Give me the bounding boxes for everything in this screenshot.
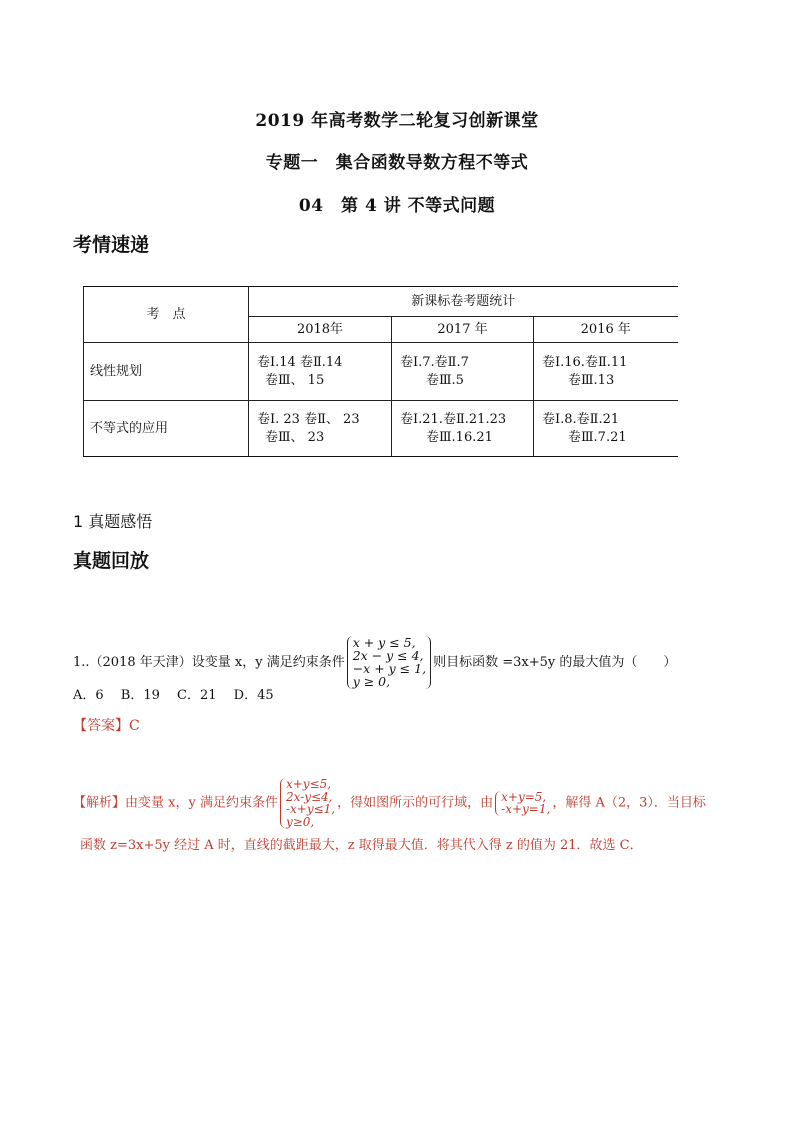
table-cell: 卷Ⅰ.14 卷Ⅱ.14 卷Ⅲ、 15	[249, 343, 392, 401]
table-cell: 卷Ⅰ.7.卷Ⅱ.7 卷Ⅲ.5	[392, 343, 534, 401]
table-row	[84, 343, 678, 401]
year-header: 2016 年	[534, 317, 678, 343]
doc-title: 2019 年高考数学二轮复习创新课堂	[255, 111, 539, 131]
year-header: 2018年	[249, 317, 392, 343]
row-label: 线性规划	[84, 343, 249, 401]
table-cell: 卷Ⅰ.16.卷Ⅱ.11 卷Ⅲ.13	[534, 343, 678, 401]
analysis-prefix: 【解析】由变量 x，y 满足约束条件	[73, 795, 278, 811]
question-1	[73, 636, 676, 689]
header-kaodian: 考 点	[84, 287, 249, 343]
section-heading-zhenti: 真题回放	[73, 550, 150, 572]
subheading-zhenti-ganwu: 1 真题感悟	[73, 512, 153, 531]
row-label: 不等式的应用	[84, 401, 249, 457]
constraint-system: x + y ≤ 5, 2x − y ≤ 4, −x + y ≤ 1, y ≥ 0,	[347, 636, 431, 689]
analysis-equation-system: x+y=5, -x+y=1,	[495, 791, 550, 816]
table-cell: 卷Ⅰ.21.卷Ⅱ.21.23 卷Ⅲ.16.21	[392, 401, 534, 457]
analysis-mid: ，得如图所示的可行域，由	[337, 795, 494, 811]
header-stats: 新课标卷考题统计	[249, 287, 678, 317]
analysis-line-1	[73, 778, 706, 828]
answer-options: A．6 B．19 C．21 D．45	[73, 688, 274, 703]
lecture-title: 04 第 4 讲 不等式问题	[298, 196, 496, 216]
analysis-constraint-system: x+y≤5, 2x-y≤4, -x+y≤1, y≥0,	[280, 778, 335, 828]
question-suffix: 则目标函数 =3x+5y 的最大值为（ ）	[433, 654, 677, 670]
analysis-line-2: 函数 z=3x+5y 经过 A 时，直线的截距最大，z 取得最大值．将其代入得 z 的值为 21．故选 C．	[80, 838, 643, 853]
exam-stats-table	[83, 286, 678, 457]
analysis-suffix: ，解得 A（2，3）．当目标	[552, 795, 706, 811]
year-header: 2017 年	[392, 317, 534, 343]
topic-title: 专题一 集合函数导数方程不等式	[265, 153, 529, 173]
question-prefix: 1..（2018 年天津）设变量 x，y 满足约束条件	[73, 654, 345, 670]
answer-label: 【答案】C	[73, 718, 140, 734]
section-heading-kaoqing: 考情速递	[73, 234, 150, 256]
table-cell: 卷Ⅰ.8.卷Ⅱ.21 卷Ⅲ.7.21	[534, 401, 678, 457]
table-row	[84, 401, 678, 457]
table-cell: 卷Ⅰ. 23 卷Ⅱ、 23 卷Ⅲ、 23	[249, 401, 392, 457]
